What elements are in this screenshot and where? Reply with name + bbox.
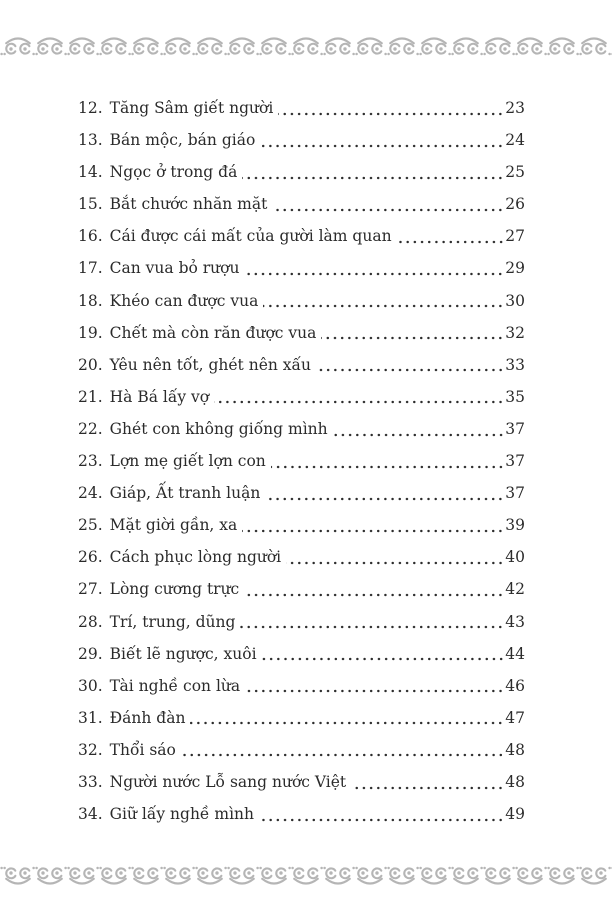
entry-number: 17. — [78, 259, 103, 278]
entry-number: 22. — [78, 419, 103, 438]
entry-title: Thổi sáo — [109, 740, 176, 759]
dot-leader — [242, 156, 504, 188]
entry-number: 18. — [78, 291, 103, 310]
dot-leader — [259, 798, 504, 830]
toc-entry — [78, 606, 525, 638]
page-number: 30 — [505, 291, 525, 310]
entry-title: Cái được cái mất của gười làm quan — [109, 227, 392, 246]
toc-entry — [78, 220, 525, 252]
page-number: 23 — [505, 99, 525, 117]
entry-title: Yêu nên tốt, ghét nên xấu — [109, 355, 312, 374]
entry-number: 12. — [78, 99, 103, 117]
page-number: 43 — [505, 612, 525, 631]
toc-entry — [78, 445, 525, 477]
toc-entry — [78, 317, 525, 349]
entry-title: Bán mộc, bán giáo — [109, 131, 256, 150]
entry-number: 28. — [78, 612, 103, 631]
toc-entry — [78, 349, 525, 381]
ornamental-border-bottom-icon — [0, 860, 612, 886]
entry-number: 15. — [78, 195, 103, 214]
entry-title: Can vua bỏ rượu — [109, 259, 240, 278]
toc-entry — [78, 381, 525, 413]
entry-number: 23. — [78, 452, 103, 471]
entry-number: 20. — [78, 355, 103, 374]
dot-leader — [214, 381, 504, 413]
dot-leader — [242, 509, 504, 541]
toc-entry — [78, 477, 525, 509]
dot-leader — [316, 349, 504, 381]
entry-number: 30. — [78, 676, 103, 695]
toc-entry — [78, 413, 525, 445]
entry-number: 16. — [78, 227, 103, 246]
dot-leader — [351, 766, 504, 798]
dot-leader — [397, 220, 505, 252]
toc-entry — [78, 92, 525, 124]
toc-entry — [78, 156, 525, 188]
dot-leader — [271, 445, 505, 477]
toc-entry — [78, 188, 525, 220]
entry-number: 33. — [78, 772, 103, 791]
dot-leader — [190, 702, 504, 734]
entry-number: 27. — [78, 580, 103, 599]
entry-number: 14. — [78, 163, 103, 182]
dot-leader — [260, 124, 504, 156]
page-number: 48 — [505, 740, 525, 759]
entry-title: Lợn mẹ giết lợn con — [109, 452, 266, 471]
page-number: 37 — [505, 452, 525, 471]
page-number: 46 — [505, 676, 525, 695]
dot-leader — [263, 285, 504, 317]
page-number: 44 — [505, 644, 525, 663]
dot-leader — [240, 606, 504, 638]
page-number: 42 — [505, 580, 525, 599]
toc-entry — [78, 541, 525, 573]
entry-title: Ghét con không giống mình — [109, 419, 328, 438]
page-number: 29 — [505, 259, 525, 278]
toc-entry — [78, 573, 525, 605]
entry-title: Giáp, Ất tranh luận — [109, 484, 261, 503]
dot-leader — [286, 541, 504, 573]
entry-number: 21. — [78, 387, 103, 406]
entry-title: Ngọc ở trong đá — [109, 163, 238, 182]
page-number: 24 — [505, 131, 525, 150]
entry-title: Tài nghề con lừa — [109, 676, 241, 695]
dot-leader — [244, 252, 504, 284]
entry-title: Cách phục lòng người — [109, 548, 282, 567]
toc-list — [78, 92, 525, 830]
page-number: 25 — [505, 163, 525, 182]
page-number: 40 — [505, 548, 525, 567]
page-number: 47 — [505, 708, 525, 727]
page-number: 26 — [505, 195, 525, 214]
toc-entry — [78, 285, 525, 317]
dot-leader — [321, 317, 504, 349]
entry-number: 26. — [78, 548, 103, 567]
toc-entry — [78, 670, 525, 702]
entry-title: Giữ lấy nghề mình — [109, 805, 255, 824]
toc-entry — [78, 509, 525, 541]
entry-number: 13. — [78, 131, 103, 150]
entry-number: 31. — [78, 708, 103, 727]
entry-title: Người nước Lỗ sang nước Việt — [109, 772, 347, 791]
entry-title: Khéo can được vua — [109, 291, 259, 310]
toc-entry — [78, 638, 525, 670]
entry-number: 24. — [78, 484, 103, 503]
entry-title: Mặt giời gần, xa — [109, 516, 238, 535]
entry-number: 25. — [78, 516, 103, 535]
page-number: 49 — [505, 805, 525, 824]
dot-leader — [181, 734, 504, 766]
dot-leader — [262, 638, 505, 670]
page-number: 48 — [505, 772, 525, 791]
entry-title: Trí, trung, dũng — [109, 612, 236, 631]
entry-title: Hà Bá lấy vợ — [109, 387, 210, 406]
dot-leader — [244, 573, 504, 605]
toc-entry — [78, 252, 525, 284]
entry-number: 32. — [78, 740, 103, 759]
entry-title: Đánh đàn — [109, 708, 186, 727]
page-number: 35 — [505, 387, 525, 406]
page-number: 32 — [505, 323, 525, 342]
dot-leader — [278, 92, 504, 124]
entry-number: 29. — [78, 644, 103, 663]
dot-leader — [333, 413, 505, 445]
ornamental-border-top-icon — [0, 36, 612, 62]
toc-entry — [78, 798, 525, 830]
dot-leader — [265, 477, 504, 509]
page-number: 39 — [505, 516, 525, 535]
toc-entry — [78, 766, 525, 798]
entry-title: Biết lẽ ngược, xuôi — [109, 644, 257, 663]
toc-entry — [78, 702, 525, 734]
page-number: 33 — [505, 355, 525, 374]
page-number: 37 — [505, 484, 525, 503]
entry-title: Lòng cương trực — [109, 580, 240, 599]
entry-title: Chết mà còn răn được vua — [109, 323, 317, 342]
toc-entry — [78, 734, 525, 766]
dot-leader — [272, 188, 504, 220]
toc-entry — [78, 124, 525, 156]
page-number: 37 — [505, 419, 525, 438]
entry-number: 19. — [78, 323, 103, 342]
dot-leader — [245, 670, 504, 702]
entry-title: Tăng Sâm giết người — [109, 99, 274, 117]
entry-title: Bắt chước nhăn mặt — [109, 195, 268, 214]
entry-number: 34. — [78, 805, 103, 824]
page-number: 27 — [505, 227, 525, 246]
